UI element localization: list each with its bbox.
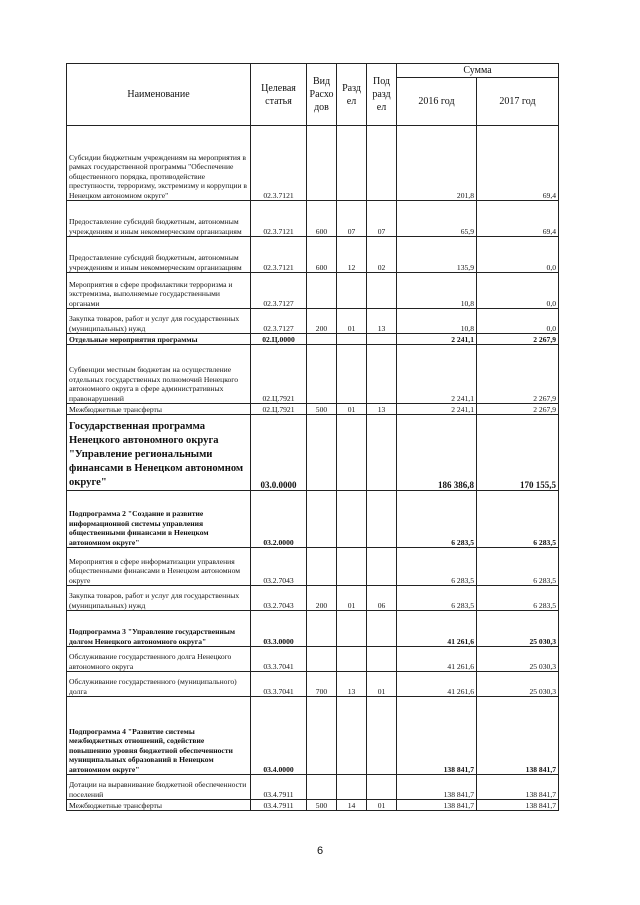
row-podr xyxy=(367,697,397,775)
table-row xyxy=(67,334,559,345)
budget-table xyxy=(66,63,559,811)
row-sum-2017: 6 283,5 xyxy=(477,491,559,548)
table-row xyxy=(67,237,559,273)
row-vid: 500 xyxy=(307,404,337,415)
row-razd xyxy=(337,647,367,672)
row-vid xyxy=(307,491,337,548)
row-sum-2017: 2 267,9 xyxy=(477,404,559,415)
row-name: Межбюджетные трансферты xyxy=(67,800,251,811)
row-sum-2017: 0,0 xyxy=(477,237,559,273)
row-sum-2017: 2 267,9 xyxy=(477,345,559,404)
row-code: 02.Ц.7921 xyxy=(251,345,307,404)
row-razd xyxy=(337,775,367,800)
table-row xyxy=(67,126,559,201)
table-row xyxy=(67,800,559,811)
row-podr xyxy=(367,415,397,491)
row-podr xyxy=(367,548,397,586)
header-sum: Сумма xyxy=(397,64,559,78)
row-podr: 06 xyxy=(367,586,397,611)
row-vid xyxy=(307,345,337,404)
row-sum-2017: 6 283,5 xyxy=(477,548,559,586)
row-name: Подпрограмма 4 "Развитие системы межбюджетных отношений, содействие повышению уровня бюджетной обеспеченности муниципальных образований в Ненецком автономном округе" xyxy=(67,697,251,775)
row-name: Предоставление субсидий бюджетным, автономным учреждениям и иным некоммерческим организациям xyxy=(67,201,251,237)
row-code: 03.2.7043 xyxy=(251,586,307,611)
row-name: Закупка товаров, работ и услуг для государственных (муниципальных) нужд xyxy=(67,586,251,611)
row-razd: 01 xyxy=(337,586,367,611)
row-podr xyxy=(367,775,397,800)
row-name: Мероприятия в сфере информатизации управления общественными финансами в Ненецком автономном округе xyxy=(67,548,251,586)
row-podr xyxy=(367,345,397,404)
row-code: 03.0.0000 xyxy=(251,415,307,491)
row-vid xyxy=(307,775,337,800)
table-row xyxy=(67,548,559,586)
row-name: Подпрограмма 2 "Создание и развитие информационной системы управления общественными финансами в Ненецком автономном округе" xyxy=(67,491,251,548)
row-sum-2017: 69,4 xyxy=(477,126,559,201)
row-vid xyxy=(307,647,337,672)
row-podr xyxy=(367,273,397,309)
row-vid xyxy=(307,548,337,586)
header-2016: 2016 год xyxy=(397,78,477,126)
table-row xyxy=(67,415,559,491)
row-razd: 12 xyxy=(337,237,367,273)
table-row xyxy=(67,647,559,672)
row-name: Обслуживание государственного долга Ненецкого автономного округа xyxy=(67,647,251,672)
row-sum-2016: 186 386,8 xyxy=(397,415,477,491)
row-sum-2017: 138 841,7 xyxy=(477,697,559,775)
row-vid: 600 xyxy=(307,201,337,237)
row-sum-2016: 6 283,5 xyxy=(397,586,477,611)
row-sum-2016: 135,9 xyxy=(397,237,477,273)
table-body xyxy=(67,126,559,811)
row-code: 02.3.7121 xyxy=(251,201,307,237)
row-name: Субсидии бюджетным учреждениям на мероприятия в рамках государственной программы "Обеспечение общественного порядка, противодействие преступности, терроризму, экстремизму и коррупции в Ненецком автономном округе" xyxy=(67,126,251,201)
row-razd xyxy=(337,273,367,309)
row-code: 03.2.7043 xyxy=(251,548,307,586)
row-sum-2017: 0,0 xyxy=(477,309,559,334)
row-code: 03.3.0000 xyxy=(251,611,307,647)
row-name: Дотации на выравнивание бюджетной обеспеченности поселений xyxy=(67,775,251,800)
budget-table-sheet xyxy=(66,63,558,811)
row-vid xyxy=(307,273,337,309)
row-code: 03.4.7911 xyxy=(251,775,307,800)
table-row xyxy=(67,611,559,647)
row-podr: 01 xyxy=(367,800,397,811)
row-sum-2016: 41 261,6 xyxy=(397,611,477,647)
table-row xyxy=(67,775,559,800)
row-podr: 13 xyxy=(367,404,397,415)
row-razd: 01 xyxy=(337,309,367,334)
row-razd: 14 xyxy=(337,800,367,811)
row-sum-2016: 2 241,1 xyxy=(397,334,477,345)
row-sum-2016: 2 241,1 xyxy=(397,345,477,404)
row-code: 02.3.7121 xyxy=(251,126,307,201)
row-podr: 01 xyxy=(367,672,397,697)
table-row xyxy=(67,273,559,309)
table-row xyxy=(67,672,559,697)
row-razd xyxy=(337,334,367,345)
row-vid xyxy=(307,697,337,775)
row-podr xyxy=(367,491,397,548)
row-name: Мероприятия в сфере профилактики терроризма и экстремизма, выполняемые государственными органами xyxy=(67,273,251,309)
row-vid: 700 xyxy=(307,672,337,697)
row-sum-2016: 10,8 xyxy=(397,309,477,334)
row-sum-2016: 138 841,7 xyxy=(397,775,477,800)
row-vid: 200 xyxy=(307,309,337,334)
row-sum-2017: 25 030,3 xyxy=(477,647,559,672)
row-razd: 13 xyxy=(337,672,367,697)
table-row xyxy=(67,697,559,775)
row-code: 03.4.7911 xyxy=(251,800,307,811)
header-razd: Разд ел xyxy=(337,64,367,126)
table-row xyxy=(67,404,559,415)
row-name: Субвенции местным бюджетам на осуществление отдельных государственных полномочий Ненецкого автономного округа в сфере административных правонарушений xyxy=(67,345,251,404)
row-sum-2016: 201,8 xyxy=(397,126,477,201)
row-sum-2016: 10,8 xyxy=(397,273,477,309)
row-podr xyxy=(367,647,397,672)
row-sum-2017: 0,0 xyxy=(477,273,559,309)
table-row xyxy=(67,345,559,404)
row-podr: 02 xyxy=(367,237,397,273)
row-code: 03.3.7041 xyxy=(251,647,307,672)
header-podr: Под разд ел xyxy=(367,64,397,126)
row-sum-2017: 69,4 xyxy=(477,201,559,237)
row-code: 02.3.7127 xyxy=(251,309,307,334)
row-code: 02.Ц.0000 xyxy=(251,334,307,345)
row-name: Подпрограмма 3 "Управление государственным долгом Ненецкого автономного округа" xyxy=(67,611,251,647)
row-podr: 13 xyxy=(367,309,397,334)
row-sum-2017: 138 841,7 xyxy=(477,800,559,811)
header-2017: 2017 год xyxy=(477,78,559,126)
row-vid xyxy=(307,334,337,345)
row-sum-2016: 41 261,6 xyxy=(397,647,477,672)
row-razd xyxy=(337,611,367,647)
row-vid xyxy=(307,415,337,491)
row-sum-2017: 2 267,9 xyxy=(477,334,559,345)
row-name: Межбюджетные трансферты xyxy=(67,404,251,415)
row-name: Отдельные мероприятия программы xyxy=(67,334,251,345)
header-vid: Вид Расхо дов xyxy=(307,64,337,126)
row-sum-2017: 138 841,7 xyxy=(477,775,559,800)
row-code: 03.2.0000 xyxy=(251,491,307,548)
row-razd xyxy=(337,345,367,404)
row-name: Обслуживание государственного (муниципального) долга xyxy=(67,672,251,697)
row-podr xyxy=(367,334,397,345)
row-code: 03.4.0000 xyxy=(251,697,307,775)
row-podr xyxy=(367,611,397,647)
row-razd xyxy=(337,126,367,201)
row-sum-2016: 2 241,1 xyxy=(397,404,477,415)
table-row xyxy=(67,201,559,237)
row-code: 02.3.7121 xyxy=(251,237,307,273)
row-sum-2017: 6 283,5 xyxy=(477,586,559,611)
row-sum-2017: 25 030,3 xyxy=(477,672,559,697)
table-row xyxy=(67,491,559,548)
row-razd xyxy=(337,491,367,548)
row-razd: 07 xyxy=(337,201,367,237)
row-sum-2016: 138 841,7 xyxy=(397,800,477,811)
header-code: Целевая статья xyxy=(251,64,307,126)
row-vid: 200 xyxy=(307,586,337,611)
row-vid xyxy=(307,126,337,201)
row-razd: 01 xyxy=(337,404,367,415)
row-code: 02.3.7127 xyxy=(251,273,307,309)
header-name: Наименование xyxy=(67,64,251,126)
row-name: Государственная программа Ненецкого автономного округа "Управление региональными финансами в Ненецком автономном округе" xyxy=(67,415,251,491)
row-name: Закупка товаров, работ и услуг для государственных (муниципальных) нужд xyxy=(67,309,251,334)
row-razd xyxy=(337,697,367,775)
row-sum-2017: 25 030,3 xyxy=(477,611,559,647)
row-sum-2016: 138 841,7 xyxy=(397,697,477,775)
table-row xyxy=(67,309,559,334)
row-name: Предоставление субсидий бюджетным, автономным учреждениям и иным некоммерческим организациям xyxy=(67,237,251,273)
row-sum-2016: 41 261,6 xyxy=(397,672,477,697)
row-vid: 500 xyxy=(307,800,337,811)
row-razd xyxy=(337,415,367,491)
row-sum-2016: 6 283,5 xyxy=(397,491,477,548)
row-code: 02.Ц.7921 xyxy=(251,404,307,415)
row-vid: 600 xyxy=(307,237,337,273)
row-code: 03.3.7041 xyxy=(251,672,307,697)
row-sum-2016: 65,9 xyxy=(397,201,477,237)
row-podr xyxy=(367,126,397,201)
row-razd xyxy=(337,548,367,586)
page-number: 6 xyxy=(316,845,324,857)
row-podr: 07 xyxy=(367,201,397,237)
table-row xyxy=(67,586,559,611)
row-sum-2017: 170 155,5 xyxy=(477,415,559,491)
row-sum-2016: 6 283,5 xyxy=(397,548,477,586)
row-vid xyxy=(307,611,337,647)
